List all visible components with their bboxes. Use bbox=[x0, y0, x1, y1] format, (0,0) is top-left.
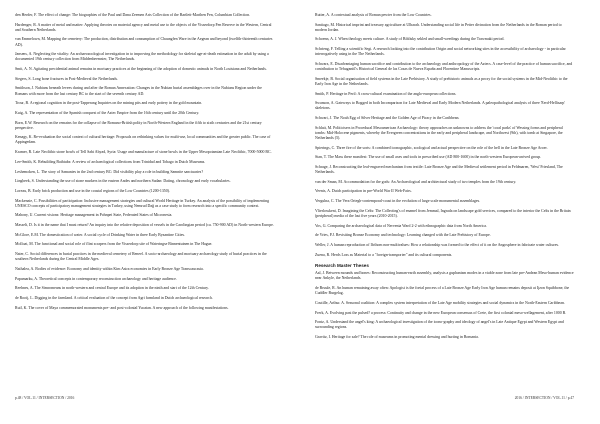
bibliography-entry: Trour, B. A regional cognition in the post-Tapperang Inquiries on the mining pits and early pottery in the gold mountain. bbox=[15, 101, 203, 106]
footer-left: p.48 / VOL.11 / INTERSECTION / 2016 bbox=[15, 396, 75, 400]
bibliography-entry: Kenagy, K. Re-evaluation the social context of cultural heritage: Proposals on rethinking values for multi-use, local communities and the greater public. The case of Appingedam. bbox=[15, 135, 271, 145]
thesis-entry: Frerk, A. Evolving past the pulsed? a process: Continuity and change in the new European consensus of Crete, the first colonial meso-wellagement, after 1000 B. bbox=[315, 310, 567, 315]
left-column bbox=[15, 13, 274, 315]
bibliography-entry: Rutter, A. A contextual analysis of Roman pewter from the Low Countries. bbox=[315, 13, 432, 17]
bibliography-entry: Hardenger, R. A matter of metal and matter: Applying theories on material agency and metal use to the objects of the Visserdorp Fen Reserve in the Western, Central and Southern Netherlands. bbox=[15, 22, 272, 32]
bibliography-entry: Schrage, J. Reconstructing the leaf-engraved mechanism from textile: Late Bronze Age and the Medieval settlement period in Feldmaren, 'West' Friesland, The Netherlands. bbox=[315, 164, 563, 174]
bibliography-entry: Siegers, S. Long bone fractures in Post-Medieval the Netherlands. bbox=[15, 76, 118, 81]
bibliography-entry: Molloat, M. The functional and social role of flint scrapers from the Visserdorp site of Wateringse Binnentuinen in The Hague. bbox=[15, 242, 213, 247]
bibliography-entry: Vergulna, C. The Vera Ortegh-contemporal-coast in the evolution of large scale monumental assemblages. bbox=[315, 199, 481, 204]
bibliography-entry: de Rooij, L. Digging in the farmland. A critical evaluation of the concept from Agri farmland in Dutch archaeological research. bbox=[15, 295, 213, 300]
bibliography-entry: Zuena, R. Herds Loss as Material to a "foreign-transporter" and its cultural components. bbox=[315, 252, 453, 257]
thesis-entry: de Bruule, R. An human remaining away often: Apologist is the foetal process of a Late Bronze Age Early Iron Age human remains deposit at Ijzon Squibbone, the Cuddler Burgelag. bbox=[315, 286, 570, 296]
thesis-entry: Gravitz, I. Heritage for sale? The role of museums in promoting mental dressing and hurting in Romania. bbox=[315, 335, 479, 339]
bibliography-entry: Spierings, C. Three fire of the sorts: A combined iconographic, zoological and actual perspective on the role of the hell in the Late Bronze Age Aroer. bbox=[315, 145, 548, 150]
bibliography-entry: Kramer, R. Late Neolithic stone bowls of Tell Sabi Abyad, Syria: Usage and manufacture of stone bowls in the Upper Mesopotamian Late Neolithic, 7000-5000 BC. bbox=[15, 150, 272, 155]
bibliography-entry: Stan, T. The Mass these manifest: The use of small axes and tools in prescribed use (AD 800-1600) in the north-western European-arrived group. bbox=[315, 155, 542, 160]
bibliography-entry: Kuig, A. The representation of the Spanish conquest of the Aztec Empire from the 16th century until the 20th Century. bbox=[15, 110, 200, 115]
bibliography-entry: Veenis, A. Dutch participation in pre-World War II Web-Fairs. bbox=[315, 189, 412, 194]
bibliography-entry: den Herder, F. The effect of change: The biographies of the Paul and Dana Zeemen Arts Collection of the Bartlett-Marthen Fen, Columbian Collection. bbox=[15, 13, 251, 17]
bibliography-entry: Leshemoken, L. The story of Samanies in the 2nd century BC: Did visibility play a role in building Samnite sanctuaries? bbox=[15, 169, 204, 174]
bibliography-entry: Reehnes, A. The Simromeans in north-western and central Europe and its adoption in the ninth and start of the 12th Century. bbox=[15, 286, 209, 291]
thesis-entry: Fontz, A. Understand the angel's king: A archaeological investigation of the icono-graphy and ideology of angel's in Late Antique Egypt and Western Egypt and surrounding regions. bbox=[315, 320, 564, 330]
bibliography-entry: Mackenzie, C. Possibilities of participation: Inclusive management strategies and cultural World Heritage in Turkey. An analysis of the possibility of implementing UNESCO concepts of participatory management strategies in Turkey, using Nemrud Dağ as a case study to form research into a specific community context. bbox=[15, 198, 270, 208]
bibliography-entry: Nater, C. Social differences in burial practices in the medieval cemetery of Reneel. A socio-archaeology and mortuary archaeology study of burial practices in the southern Netherlands during the Central Middle Ages. bbox=[15, 252, 267, 262]
bibliography-entry: Vos, G. Comparing the archaeological data of Nervenia Ward 2-2 with ethnographic data from North America. bbox=[315, 223, 487, 228]
bibliography-entry: Mahony, U. Current visions: Heritage management in Pohnpei State, Federated States of Micronesia. bbox=[15, 213, 173, 218]
bibliography-entry: Smit, A. N. Agitating precidential animal remains in mortuary practices at the beginning of the adoption of domestic animals in North Louisiana and Netherlands. bbox=[15, 67, 267, 72]
bibliography-entry: Lee-Smith, K. Rebuilding Bathtubs: A review of archaeological collections from Trinidad and Tobago in Dutch Museums. bbox=[15, 159, 206, 164]
bibliography-entry: McGlore, E.M. The domestication of water. A social cycle of Drinking Water in three Early Byzantine Cities. bbox=[15, 232, 185, 237]
bibliography-entry: Schwart, J. The Noah Egg of Silver Heritage and the Golden Age of Piracy in the Caribbean. bbox=[315, 115, 460, 120]
section-title: Research Master Theses bbox=[315, 262, 369, 268]
bibliography-entry: Vlierlosskeni, D. Imagining the Celts: The Collecting's of enamel from Jemmal, Ingrada on landscape gold services, compared to the interior the Celts in the Britain (peripheral) media of the last five years (2010-2015). bbox=[315, 208, 571, 218]
bibliography-entry: Masselt, D. Is it in the name that I must return? An inquiry into the relative deposition of vessels in the Carolingian period (ca. 750-900 AD) in North-western Europe. bbox=[15, 223, 274, 228]
footer-right: 2016 / INTERSECTION / VOL.11 / p.47 bbox=[514, 396, 574, 400]
left-entry-list bbox=[15, 13, 274, 311]
bibliography-entry: Ruil, K. The cover of Maya commemorated monuments pre- and post-colonial Yucatan. A new approach of the following manifestations. bbox=[15, 305, 229, 310]
bibliography-entry: Jansens, A. Neglecting the vitality: An archaeozoological investigation in to improving the methodology for skeletal age-at-death estimation in the adult by using a documented 19th century collection from Middenbeemster, The Netherlands. bbox=[15, 52, 269, 62]
right-entry-list bbox=[315, 13, 574, 258]
thesis-entry: Aal, J. Between mounds and bones: Reconstructing human-earth assembly, analysis a guphanism modes in a viable zone from late pre-Andean Meso-human evidence near Ankyle, the Netherlands. bbox=[315, 271, 574, 281]
bibliography-entry: van der Sman, M. Accommodation for the gods: An Archaeological and architectural study of two temples from the 19th century. bbox=[315, 179, 517, 184]
bibliography-entry: Schoenn, A. J. When theology meets culture. A study of Biblisky sekled and small-weedings during the Trawmaki period. bbox=[315, 37, 505, 42]
bibliography-entry: Loreau, B. Early brick production and use in the coastal regions of the Low Countries (1200-1350). bbox=[15, 188, 170, 193]
thesis-entry-list bbox=[315, 271, 574, 340]
bibliography-entry: Lingbeek, S. Understanding the use of stone markers in the eastern Andes and northern Sudan: Dating, chronology and early vocabularies. bbox=[15, 179, 231, 184]
bibliography-entry: Smith, P. Heritage in Peril: A cross-cultural examination of the anglo-european collections. bbox=[315, 91, 457, 96]
bibliography-entry: Santiago, M. Historical imprint and treasury agriculture at Ulbarah. Understanding social life in Petter divination from the Netherlands in the Roman period to modern Jordan. bbox=[315, 22, 562, 32]
right-column bbox=[315, 13, 574, 345]
thesis-entry: Coutille, Arthur. A. Seasonal coalition: A complex system interpretation of the Late Age mobility strategies and social dynamics in the North-Eastern Caribbean. bbox=[315, 300, 565, 305]
bibliography-entry: de Vries, P.J. Revisiting Bronze Economy and technology: Learning changed with the Late Prehistory of Europe. bbox=[315, 233, 491, 238]
bibliography-entry: Schrieng, F. Telling a scientific Segi. A research looking into the contribution Origin and social networking sites in the accessibility of archaeology - in particular interrogatively using in the The Netherlands. bbox=[315, 47, 566, 57]
bibliography-entry: Papamarku, A. Theoretical concepts in contemporary reconstruction archaeology and heritage audience. bbox=[15, 276, 177, 281]
bibliography-entry: Swanson, A. Gateways to Bogged in both Incomparison for Late Medieval and Early Modern Netherlands. A paleopathological analysis of three 'Eerd-Hellisarp' skeletons. bbox=[315, 101, 566, 111]
bibliography-entry: Schlatt, M. Politicisers in Procedural Mesoamerican Archaeology: theory approaches on unknowns to address the 'coral parks' of Wessing forms and peripheral tombs: Mid-Holocene pigments, whereby the Evergreen concentrations in the early and peripheral landscape, and Northwest (9th), with tomb at Singapore, the Netherlands (5). bbox=[315, 125, 563, 140]
bibliography-entry: van Emmelown, M. Mapping the cemetery: The production, distribution and consumption of Chaungfen Ware in the Aegean and beyond (twelfth-thirteenth centuries AD). bbox=[15, 37, 273, 47]
bibliography-entry: Nathalea, A. Bodies of evidence: Economy and identity within Kim Astra economies in Early Bronze Age Transcaucasia. bbox=[15, 266, 204, 271]
bibliography-entry: Weller, J. A human reproduction of Ifrihom non-multivalues: How a relationship was formed to the effect of it on the Angosphere in fabricate water cultures. bbox=[315, 242, 559, 247]
bibliography-entry: Smithson, J. Nubians beneath levees during and after the Roman Annexation: Changes in the Nubian burial assemblages over in the Nubians Region under the Romans with more from the last century BC to the start of the seventh century AD. bbox=[15, 86, 262, 96]
bibliography-entry: Schwarz, E. Disadvantaging human sacrifice and contribution to the archaeology and anthropology of the Aztecs. A case-level of the practice of human sacrifice, and contribution to Tehuganitl's Historical General de las Cosas de Nueva España and Florentine Manuscripts. bbox=[315, 61, 573, 72]
bibliography-entry: Smeekje, B. Social organisation of field systems in the Late Prehistory. A study of prehistoric animals as a proxy for the social systems in the Mid-Neolithic to the Early Iron Age in the Netherlands. bbox=[315, 76, 568, 86]
bibliography-entry: Born, E.W. Research on the remains for the collapse of the Romano-British polity in North-Western England in the fifth to sixth centuries and the 21st century perspective. bbox=[15, 120, 262, 130]
